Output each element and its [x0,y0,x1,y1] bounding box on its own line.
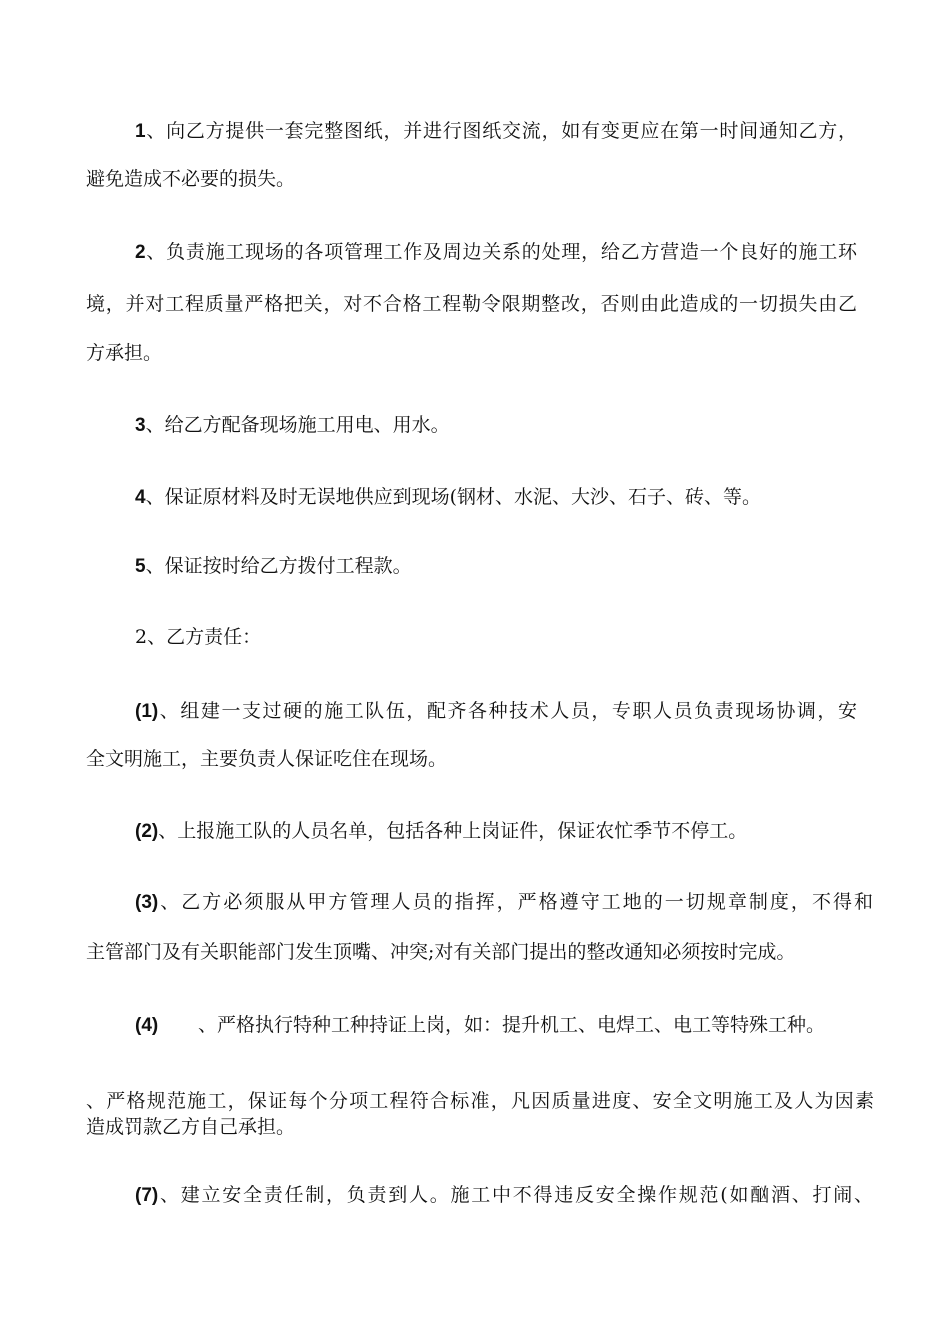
paragraph-line [86,1112,295,1139]
line-text: 避免造成不必要的损失。 [86,168,296,190]
paragraph-line [86,164,295,191]
paragraph-line [86,937,795,964]
paragraph-line [135,116,857,143]
item-number: (2) [135,821,159,842]
item-number: 5 [135,556,146,577]
item-number: (7) [135,1185,159,1206]
line-text: 、保证原材料及时无误地供应到现场(钢材、水泥、大沙、石子、砖、等。 [145,486,761,508]
item-number: 3 [135,415,146,436]
section-heading [135,622,261,649]
line-text: 、建立安全责任制，负责到人。施工中不得违反安全操作规范(如酗酒、打闹、 [158,1184,873,1206]
paragraph-line [135,1010,825,1037]
line-text: 全文明施工，主要负责人保证吃住在现场。 [86,748,448,770]
item-number: (3) [135,892,159,913]
paragraph-line [135,551,412,578]
line-text: 、组建一支过硬的施工队伍，配齐各种技术人员，专职人员负责现场协调，安 [158,700,857,722]
item-number: 1 [135,121,146,142]
paragraph-line [135,410,450,437]
line-text: 、负责施工现场的各项管理工作及周边关系的处理，给乙方营造一个良好的施工环 [145,241,857,263]
line-text: 、乙方必须服从甲方管理人员的指挥，严格遵守工地的一切规章制度，不得和 [158,891,873,913]
item-number: (4) [135,1015,159,1036]
item-number: 4 [135,487,146,508]
line-text: 、严格执行特种工种持证上岗，如：提升机工、电焊工、电工等特殊工种。 [198,1014,826,1036]
line-text: 、严格规范施工，保证每个分项工程符合标准，凡因质量进度、安全文明施工及人为因素 [86,1090,874,1112]
paragraph-line [86,1086,874,1113]
line-text: 、上报施工队的人员名单，包括各种上岗证件，保证农忙季节不停工。 [158,820,748,842]
line-text: 方承担。 [86,342,163,364]
line-text: 、保证按时给乙方拨付工程款。 [145,555,412,577]
paragraph-line [135,696,857,723]
line-text: 主管部门及有关职能部门发生顶嘴、冲突;对有关部门提出的整改通知必须按时完成。 [86,941,796,963]
line-text: 、给乙方配备现场施工用电、用水。 [145,414,450,436]
item-number: (1) [135,701,159,722]
line-text: 2、乙方责任： [135,626,262,648]
item-number: 2 [135,242,146,263]
paragraph-line [135,816,747,843]
paragraph-line [135,237,857,264]
paragraph-line [86,338,162,365]
line-text: 、向乙方提供一套完整图纸，并进行图纸交流，如有变更应在第一时间通知乙方， [145,120,857,142]
paragraph-line [86,744,447,771]
line-text: 境，并对工程质量严格把关，对不合格工程勒令限期整改，否则由此造成的一切损失由乙 [86,293,857,315]
line-text: 造成罚款乙方自己承担。 [86,1116,296,1138]
paragraph-line [135,887,873,914]
paragraph-line [135,1180,873,1207]
paragraph-line [86,289,857,316]
paragraph-line [135,482,761,509]
